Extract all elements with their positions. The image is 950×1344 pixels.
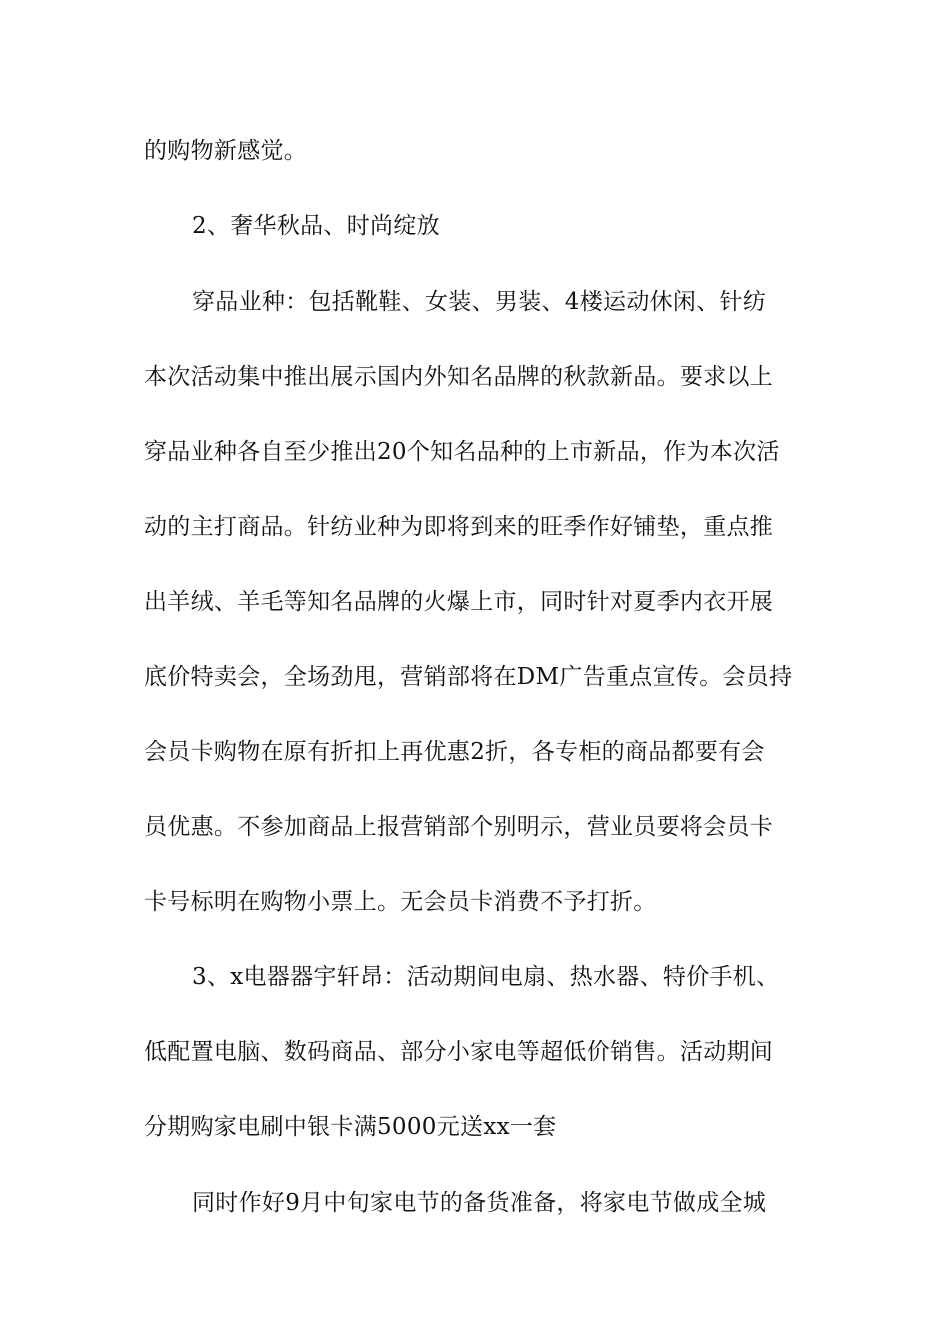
- text-line: 员优惠。不参加商品上报营销部个别明示，营业员要将会员卡: [144, 814, 774, 840]
- text-line: 穿品业种：包括靴鞋、女装、男装、4楼运动休闲、针纺: [192, 289, 767, 315]
- section-heading: 2、奢华秋品、时尚绽放: [192, 213, 440, 239]
- text-line: 会员卡购物在原有折扣上再优惠2折，各专柜的商品都要有会: [144, 739, 765, 765]
- text-line: 本次活动集中推出展示国内外知名品牌的秋款新品。要求以上: [144, 364, 774, 390]
- text-line: 同时作好9月中旬家电节的备货准备，将家电节做成全城: [192, 1190, 767, 1216]
- text-line: 的购物新感觉。: [144, 138, 308, 164]
- text-line: 低配置电脑、数码商品、部分小家电等超低价销售。活动期间: [144, 1039, 774, 1065]
- text-line: 分期购家电刷中银卡满5000元送xx一套: [144, 1114, 557, 1140]
- text-line: 卡号标明在购物小票上。无会员卡消费不予打折。: [144, 889, 657, 915]
- text-line: 底价特卖会，全场劲甩，营销部将在DM广告重点宣传。会员持: [144, 664, 793, 690]
- text-line: 动的主打商品。针纺业种为即将到来的旺季作好铺垫，重点推: [144, 514, 774, 540]
- text-line: 出羊绒、羊毛等知名品牌的火爆上市，同时针对夏季内衣开展: [144, 589, 774, 615]
- section-heading: 3、x电器器宇轩昂：活动期间电扇、热水器、特价手机、: [192, 964, 780, 990]
- text-line: 穿品业种各自至少推出20个知名品种的上市新品，作为本次活: [144, 439, 780, 465]
